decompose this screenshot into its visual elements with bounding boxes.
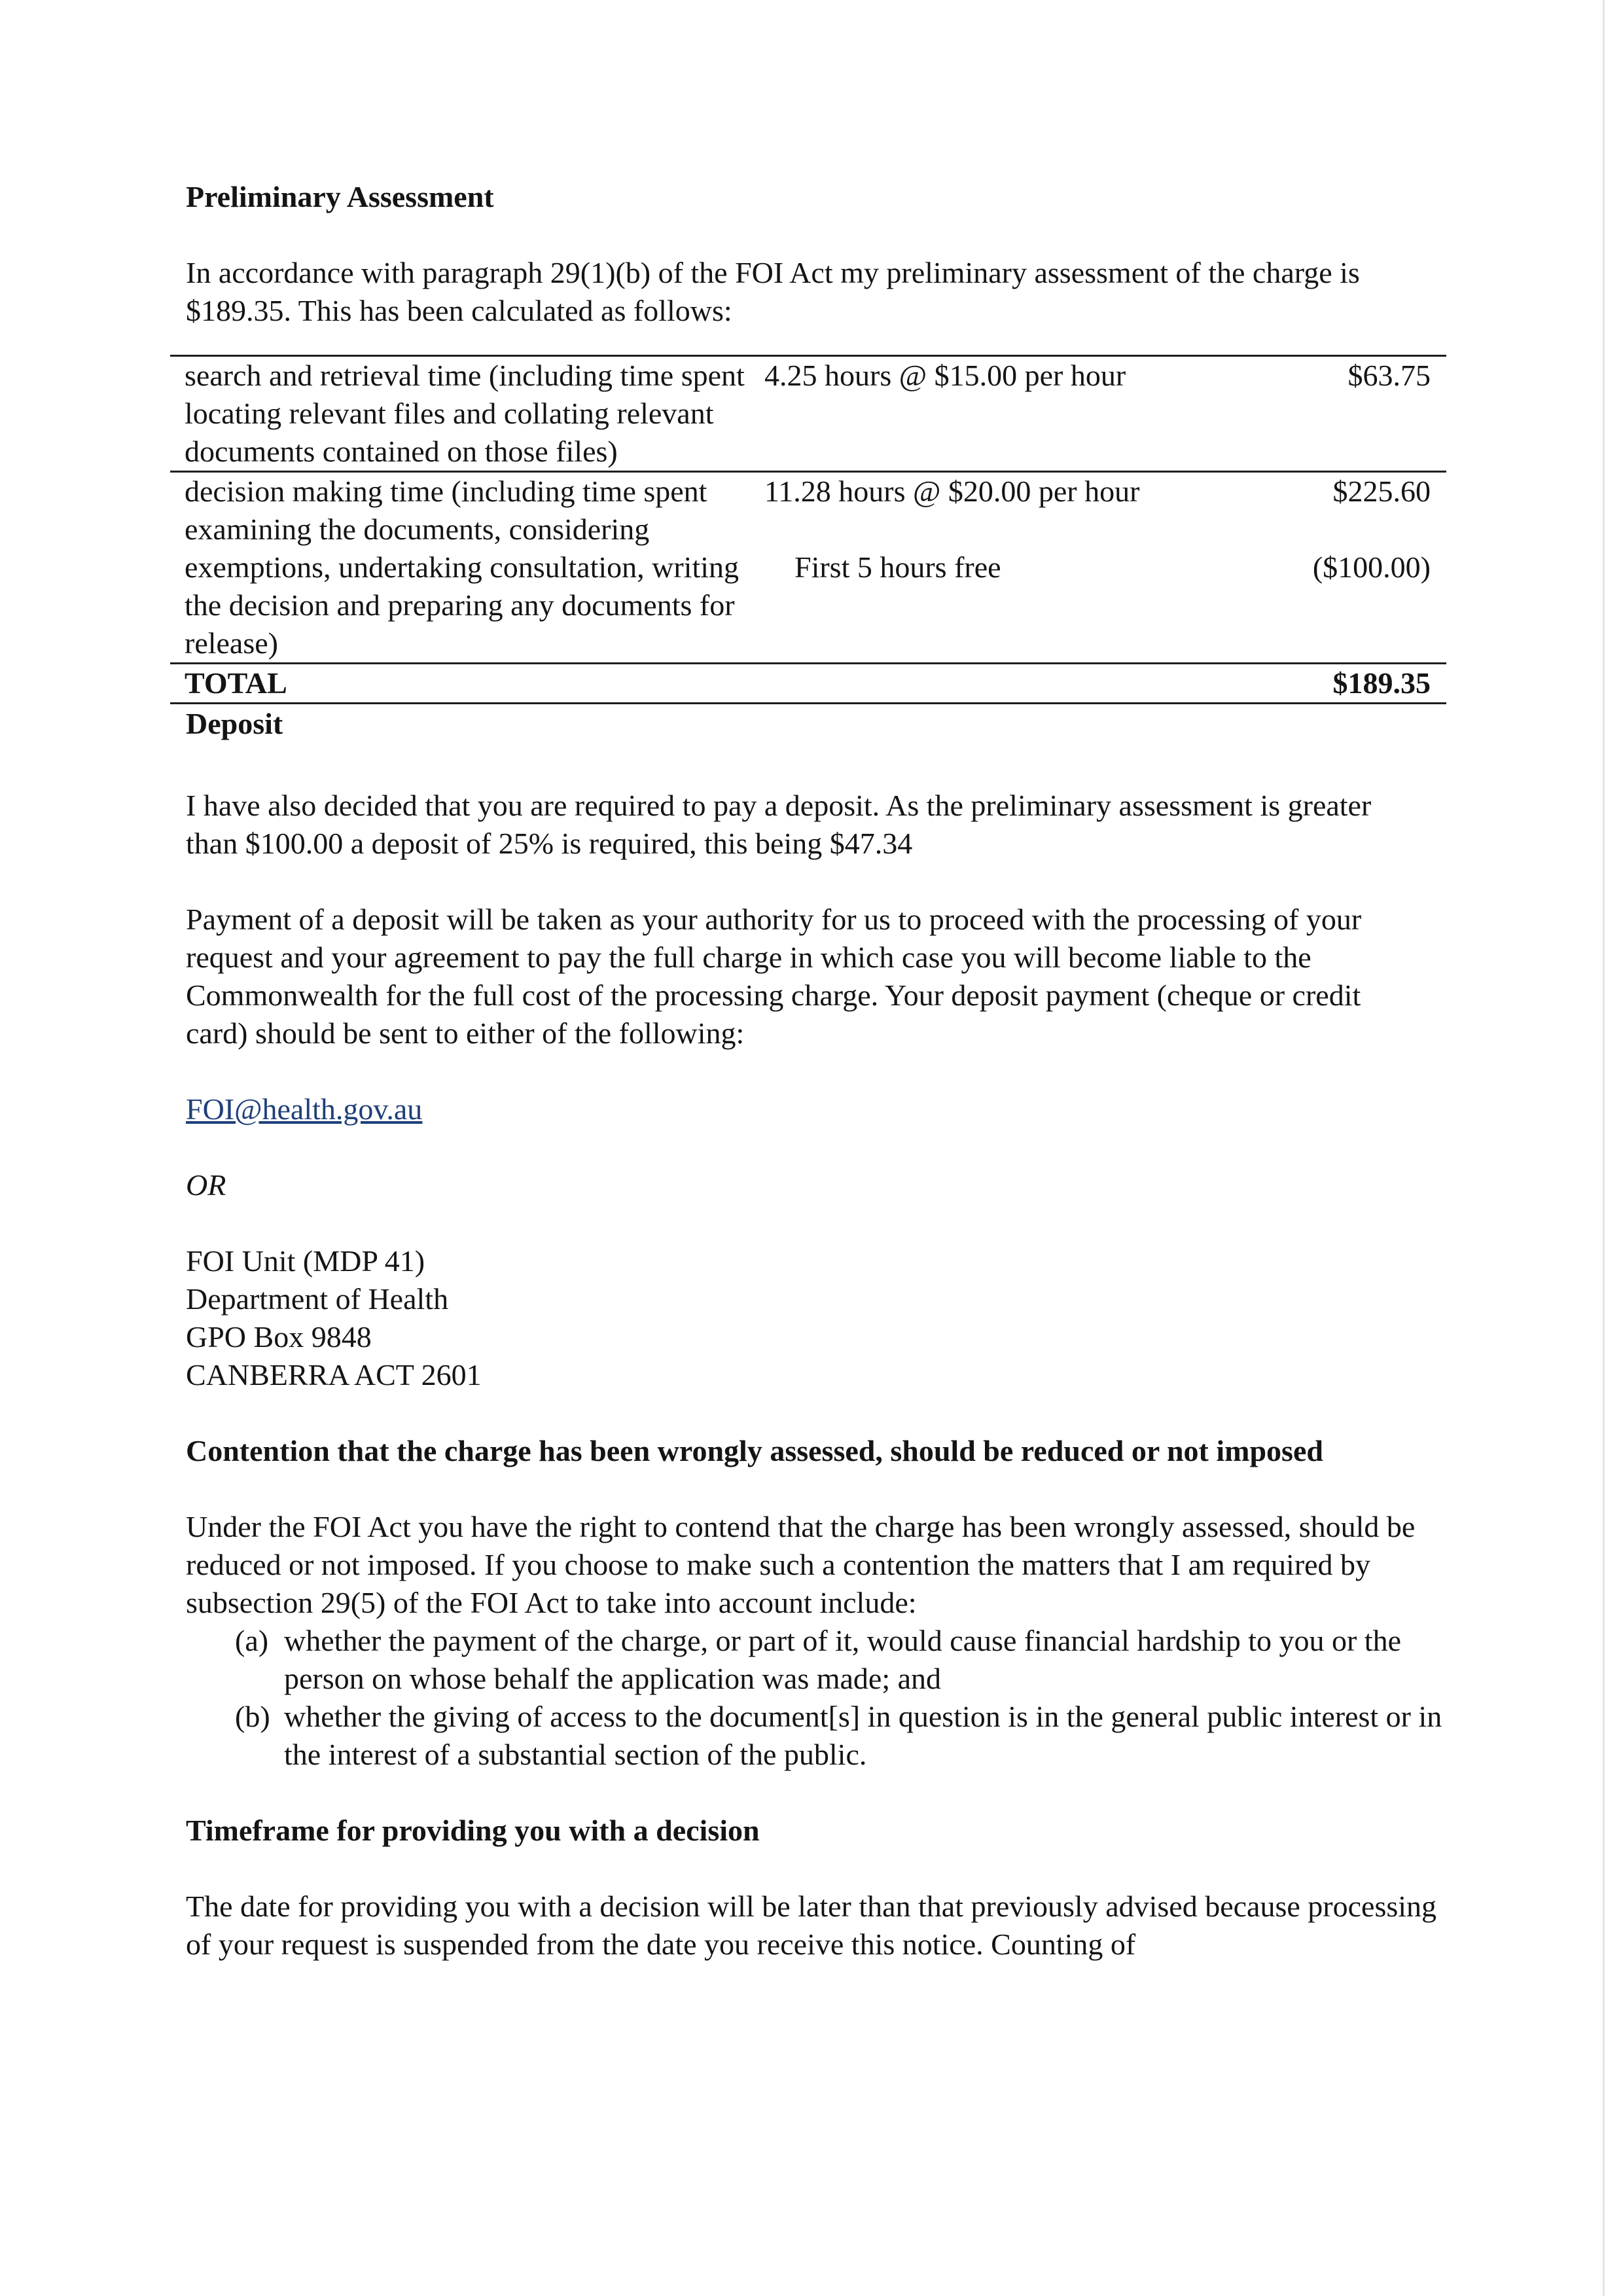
list-item: [186, 1622, 1449, 1698]
list-item-text: whether the payment of the charge, or part of it, would cause financial hardship to you or the person on whose behalf the application was made; and: [284, 1624, 1401, 1695]
deposit-paragraph-2: Payment of a deposit will be taken as your authority for us to proceed with the processing of your request and your agreement to pay the full charge in which case you will become liable to the Commonwealth for the full cost of the processing charge. Your deposit payment (cheque or credit card) should be sent to either of the following:: [186, 903, 1362, 1050]
search-rate: 4.25 hours @ $15.00 per hour: [747, 356, 1222, 472]
search-amount: $63.75: [1222, 356, 1446, 472]
total-amount: $189.35: [1222, 664, 1446, 704]
table-row-decision: [170, 472, 1446, 664]
decision-description: decision making time (including time spent examining the documents, considering exemptions, undertaking consultation, writing the decision and preparing any documents for release): [170, 472, 747, 664]
or-label: OR: [186, 1168, 226, 1202]
total-label: TOTAL: [170, 664, 747, 704]
charge-table: [170, 355, 1446, 704]
postal-address: [186, 1242, 1462, 1394]
timeframe-paragraph: The date for providing you with a decision will be later than that previously advised because processing of your request is suspended from the date you receive this notice. Counting of: [186, 1890, 1437, 1961]
address-line: CANBERRA ACT 2601: [186, 1358, 482, 1391]
decision-free-hours: First 5 hours free: [794, 550, 1001, 584]
heading-preliminary-assessment: Preliminary Assessment: [186, 180, 494, 213]
address-line: GPO Box 9848: [186, 1320, 372, 1354]
address-line: FOI Unit (MDP 41): [186, 1244, 425, 1278]
search-description: search and retrieval time (including time spent locating relevant files and collating relevant documents contained on those files): [170, 356, 747, 472]
table-row-search: [170, 356, 1446, 472]
decision-free-amount: ($100.00): [1312, 550, 1431, 584]
preliminary-intro: In accordance with paragraph 29(1)(b) of the FOI Act my preliminary assessment of the charge is $189.35. This has been calculated as follows:: [186, 256, 1360, 327]
contention-list: [186, 1622, 1449, 1774]
foi-email-link[interactable]: FOI@health.gov.au: [186, 1092, 423, 1126]
table-row-total: [170, 664, 1446, 704]
heading-contention: Contention that the charge has been wrongly assessed, should be reduced or not imposed: [186, 1434, 1323, 1467]
list-item: [186, 1698, 1449, 1774]
heading-deposit: Deposit: [186, 707, 283, 740]
deposit-paragraph-1: I have also decided that you are required to pay a deposit. As the preliminary assessment is greater than $100.00 a deposit of 25% is required, this being $47.34: [186, 789, 1372, 860]
document-page: [186, 178, 1462, 1964]
decision-amount: $225.60: [1332, 475, 1431, 508]
list-marker: (a): [235, 1624, 269, 1657]
contention-paragraph: Under the FOI Act you have the right to contend that the charge has been wrongly assessed, should be reduced or not imposed. If you choose to make such a contention the matters that I am required by subsection 29(5) of the FOI Act to take into account include:: [186, 1510, 1416, 1619]
list-item-text: whether the giving of access to the document[s] in question is in the general public interest or in the interest of a substantial section of the public.: [284, 1700, 1442, 1771]
page-edge-line: [1603, 0, 1605, 2296]
decision-rate: 11.28 hours @ $20.00 per hour: [764, 475, 1140, 508]
address-line: Department of Health: [186, 1282, 449, 1316]
heading-timeframe: Timeframe for providing you with a decision: [186, 1814, 760, 1847]
list-marker: (b): [235, 1700, 270, 1733]
